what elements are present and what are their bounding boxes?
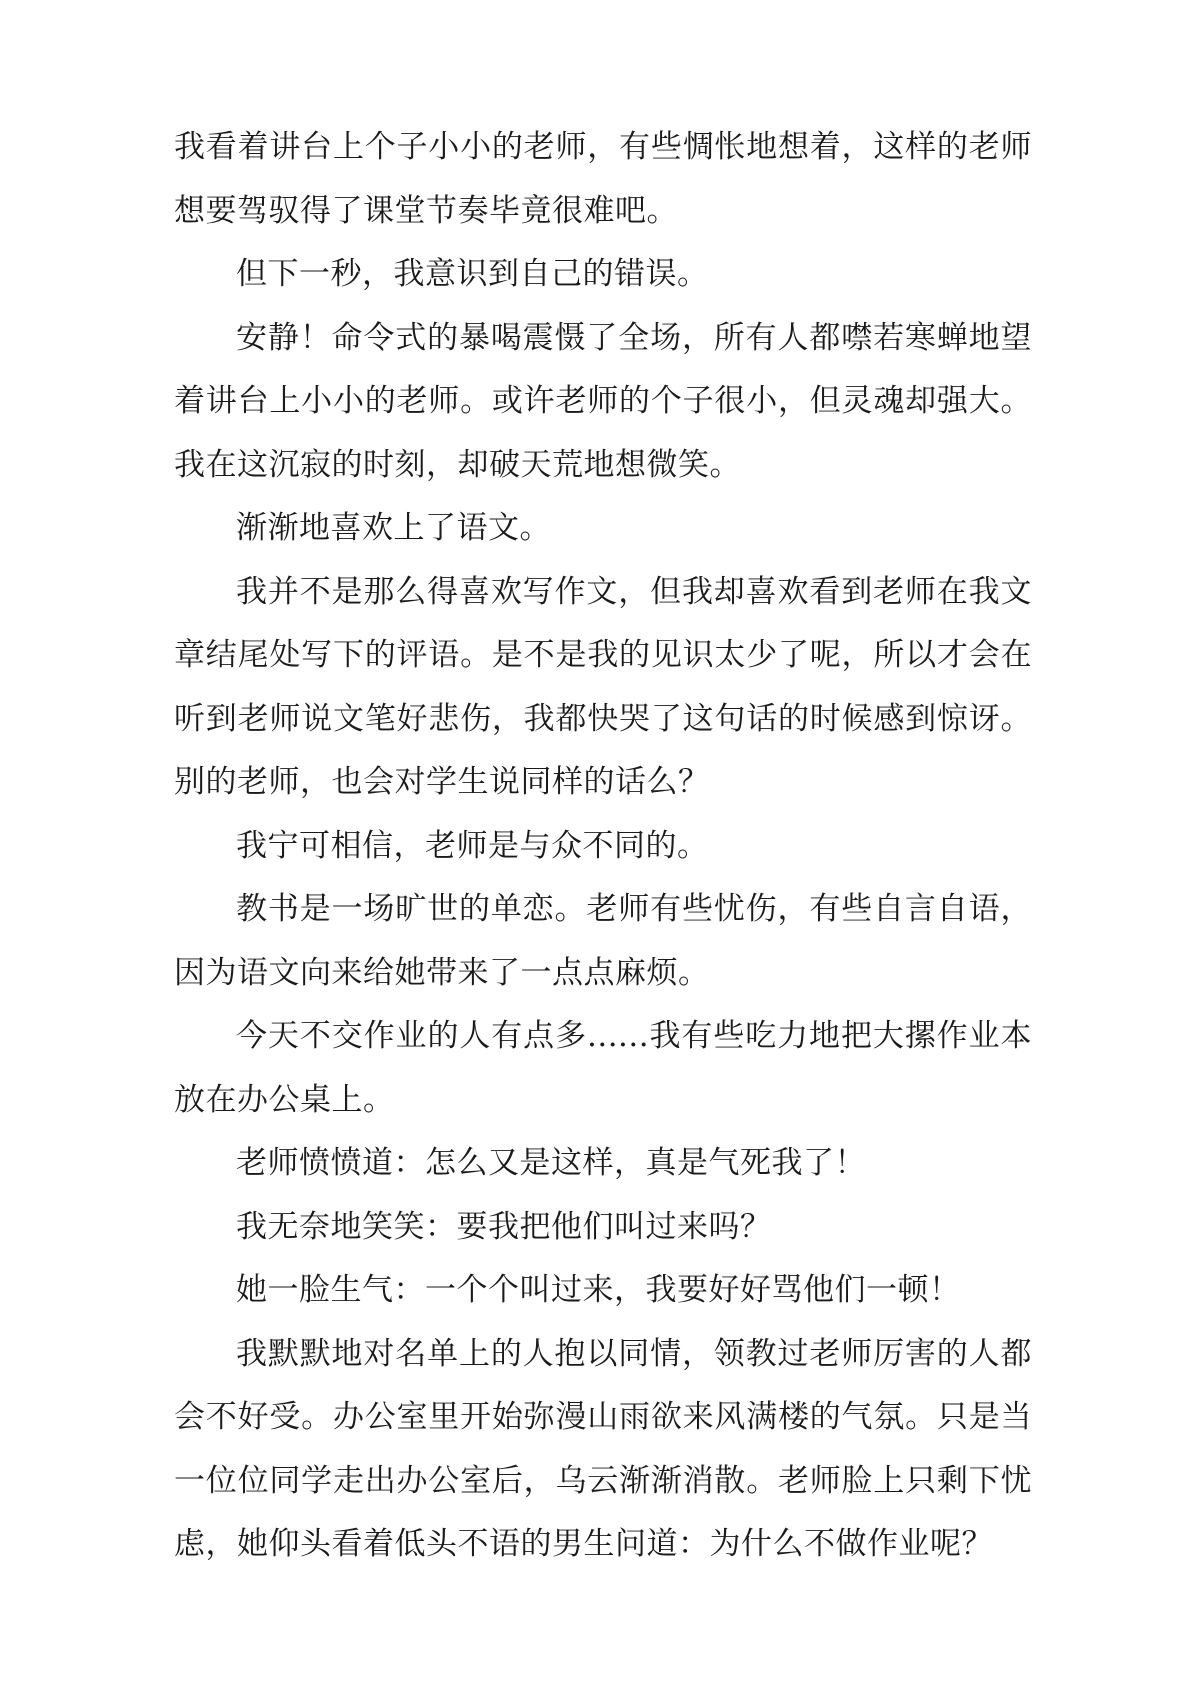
paragraph: 她一脸生气：一个个叫过来，我要好好骂他们一顿！ [236, 1272, 961, 1308]
paragraph: 安静！命令式的暴喝震慑了全场，所有人都噤若寒蝉地望着讲台上小小的老师。或许老师的个子很小，但灵魂却强大。我在这沉寂的时刻，却破天荒地想微笑。 [174, 319, 1032, 483]
paragraph: 我看着讲台上个子小小的老师，有些惆怅地想着，这样的老师想要驾驭得了课堂节奏毕竟很难吧。 [174, 129, 1032, 229]
paragraph: 渐渐地喜欢上了语文。 [236, 510, 551, 546]
paragraph: 但下一秒，我意识到自己的错误。 [236, 256, 709, 292]
paragraph: 我宁可相信，老师是与众不同的。 [236, 827, 709, 864]
paragraph: 我无奈地笑笑：要我把他们叫过来吗？ [236, 1208, 772, 1245]
paragraph: 我默默地对名单上的人抱以同情，领教过老师厉害的人都会不好受。办公室里开始弥漫山雨欲来风满楼的气氛。只是当一位位同学走出办公室后，乌云渐渐消散。老师脸上只剩下忧虑，她仰头看着低头不语的男生问道：为什么不做作业呢？ [174, 1335, 1032, 1562]
article-body [174, 116, 1032, 1577]
paragraph: 我并不是那么得喜欢写作文，但我却喜欢看到老师在我文章结尾处写下的评语。是不是我的见识太少了呢，所以才会在听到老师说文笔好悲伤，我都快哭了这句话的时候感到惊讶。别的老师，也会对学生说同样的话么？ [174, 573, 1032, 800]
paragraph: 老师愤愤道：怎么又是这样，真是气死我了！ [236, 1145, 866, 1181]
paragraph: 教书是一场旷世的单恋。老师有些忧伤，有些自言自语，因为语文向来给她带来了一点点麻烦。 [174, 891, 1032, 991]
paragraph: 今天不交作业的人有点多......我有些吃力地把大摞作业本放在办公桌上。 [174, 1018, 1032, 1118]
